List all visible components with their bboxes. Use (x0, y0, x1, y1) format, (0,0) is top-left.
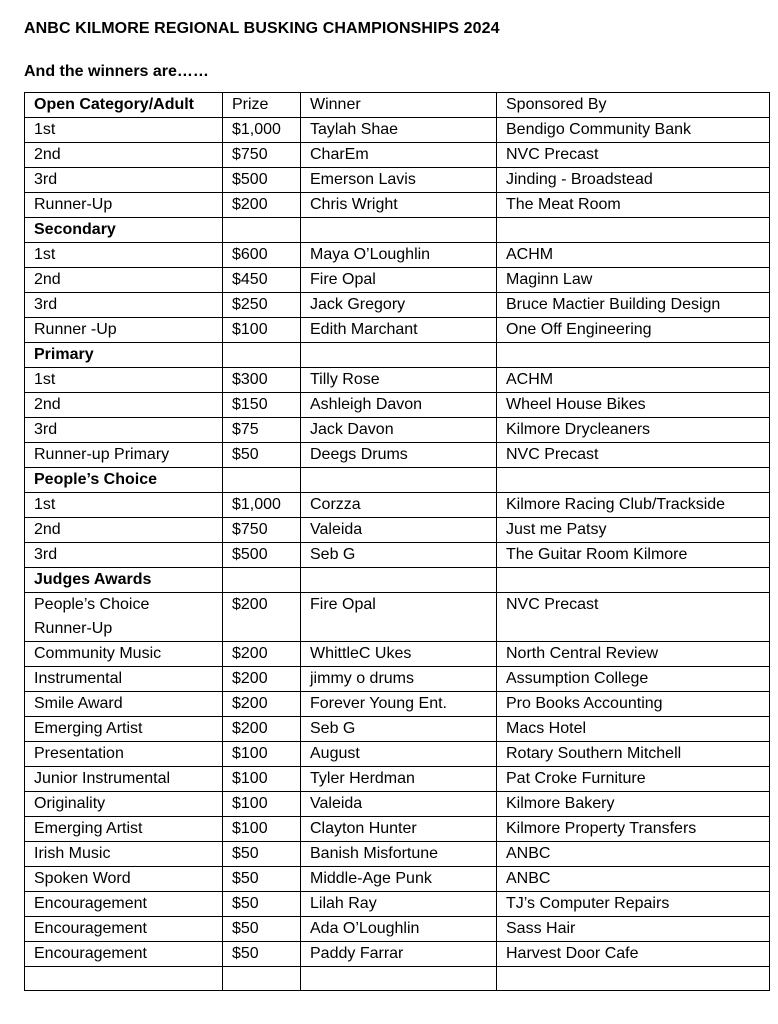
empty-cell (301, 568, 497, 593)
table-row (25, 717, 770, 742)
prize-cell: $150 (223, 393, 301, 418)
table-row (25, 368, 770, 393)
placing-cell: 1st (25, 118, 223, 143)
sponsor-cell: Bendigo Community Bank (497, 118, 770, 143)
winner-cell: Banish Misfortune (301, 842, 497, 867)
prize-cell: $100 (223, 318, 301, 343)
sponsor-cell: NVC Precast (497, 143, 770, 168)
prize-cell: $100 (223, 792, 301, 817)
prize-cell: $200 (223, 193, 301, 218)
sponsor-cell: The Guitar Room Kilmore (497, 543, 770, 568)
winner-cell: Emerson Lavis (301, 168, 497, 193)
sponsor-cell: Assumption College (497, 667, 770, 692)
winner-cell: Valeida (301, 792, 497, 817)
sponsor-cell: Kilmore Racing Club/Trackside (497, 493, 770, 518)
award-cell (25, 593, 223, 642)
winner-cell: Tyler Herdman (301, 767, 497, 792)
winners-table (24, 92, 770, 991)
prize-cell: $75 (223, 418, 301, 443)
sponsor-cell: ACHM (497, 368, 770, 393)
sponsor-cell: One Off Engineering (497, 318, 770, 343)
winner-cell: Forever Young Ent. (301, 692, 497, 717)
empty-cell (497, 343, 770, 368)
header-open-category: Open Category/Adult (25, 93, 223, 118)
header-sponsored-by: Sponsored By (497, 93, 770, 118)
empty-cell (301, 343, 497, 368)
sponsor-cell: Wheel House Bikes (497, 393, 770, 418)
table-row (25, 842, 770, 867)
table-row (25, 443, 770, 468)
section-row-judges-awards (25, 568, 770, 593)
table-row (25, 518, 770, 543)
winner-cell: Seb G (301, 543, 497, 568)
sponsor-cell: Kilmore Property Transfers (497, 817, 770, 842)
prize-cell: $100 (223, 742, 301, 767)
sponsor-cell: Rotary Southern Mitchell (497, 742, 770, 767)
winner-cell: Taylah Shae (301, 118, 497, 143)
table-row (25, 942, 770, 967)
sponsor-cell: Macs Hotel (497, 717, 770, 742)
winner-cell: Jack Davon (301, 418, 497, 443)
section-row-peoples-choice (25, 468, 770, 493)
empty-cell (301, 218, 497, 243)
placing-cell: 3rd (25, 293, 223, 318)
prize-cell: $100 (223, 817, 301, 842)
prize-cell: $500 (223, 168, 301, 193)
table-row (25, 692, 770, 717)
winner-cell: Jack Gregory (301, 293, 497, 318)
placing-cell: Runner -Up (25, 318, 223, 343)
empty-cell (301, 967, 497, 991)
table-row (25, 892, 770, 917)
section-title-primary: Primary (25, 343, 223, 368)
award-cell: Emerging Artist (25, 817, 223, 842)
page-title: ANBC KILMORE REGIONAL BUSKING CHAMPIONSHIPS 2024 (24, 20, 500, 37)
empty-cell (223, 468, 301, 493)
header-prize: Prize (223, 93, 301, 118)
sponsor-cell: North Central Review (497, 642, 770, 667)
prize-cell: $750 (223, 518, 301, 543)
award-cell: Smile Award (25, 692, 223, 717)
winner-cell: Clayton Hunter (301, 817, 497, 842)
prize-cell: $450 (223, 268, 301, 293)
prize-cell: $1,000 (223, 118, 301, 143)
table-row (25, 418, 770, 443)
empty-cell (223, 967, 301, 991)
placing-cell: Runner-up Primary (25, 443, 223, 468)
prize-cell: $300 (223, 368, 301, 393)
sponsor-cell: Maginn Law (497, 268, 770, 293)
winner-cell: Middle-Age Punk (301, 867, 497, 892)
winner-cell: Fire Opal (301, 268, 497, 293)
sponsor-cell: Bruce Mactier Building Design (497, 293, 770, 318)
table-row (25, 917, 770, 942)
award-line-1: People’s Choice (34, 596, 150, 613)
sponsor-cell: ANBC (497, 867, 770, 892)
sponsor-cell: Jinding - Broadstead (497, 168, 770, 193)
award-cell: Presentation (25, 742, 223, 767)
table-row (25, 667, 770, 692)
placing-cell: 3rd (25, 418, 223, 443)
winner-cell: Deegs Drums (301, 443, 497, 468)
prize-cell: $50 (223, 842, 301, 867)
table-row (25, 593, 770, 642)
placing-cell: 1st (25, 368, 223, 393)
table-row (25, 767, 770, 792)
prize-cell: $50 (223, 867, 301, 892)
empty-cell (25, 967, 223, 991)
table-row (25, 193, 770, 218)
winner-cell: WhittleC Ukes (301, 642, 497, 667)
placing-cell: 2nd (25, 143, 223, 168)
table-row (25, 393, 770, 418)
placing-cell: 2nd (25, 268, 223, 293)
sponsor-cell: ANBC (497, 842, 770, 867)
section-title-judges-awards: Judges Awards (25, 568, 223, 593)
award-cell: Irish Music (25, 842, 223, 867)
sponsor-cell: Sass Hair (497, 917, 770, 942)
table-row (25, 867, 770, 892)
section-row-secondary (25, 218, 770, 243)
placing-cell: Runner-Up (25, 193, 223, 218)
table-row (25, 642, 770, 667)
table-row (25, 118, 770, 143)
award-line-2: Runner-Up (34, 620, 113, 637)
empty-cell (301, 468, 497, 493)
sponsor-cell: NVC Precast (497, 443, 770, 468)
prize-cell: $50 (223, 443, 301, 468)
table-row (25, 792, 770, 817)
award-cell: Encouragement (25, 917, 223, 942)
placing-cell: 1st (25, 493, 223, 518)
winner-cell: Valeida (301, 518, 497, 543)
prize-cell: $600 (223, 243, 301, 268)
prize-cell: $100 (223, 767, 301, 792)
prize-cell: $200 (223, 717, 301, 742)
sponsor-cell: Kilmore Drycleaners (497, 418, 770, 443)
placing-cell: 2nd (25, 393, 223, 418)
prize-cell: $200 (223, 667, 301, 692)
table-row (25, 168, 770, 193)
empty-cell (497, 218, 770, 243)
empty-cell (223, 568, 301, 593)
empty-cell (223, 343, 301, 368)
sponsor-cell: Just me Patsy (497, 518, 770, 543)
sponsor-cell: NVC Precast (497, 593, 770, 642)
prize-cell: $50 (223, 892, 301, 917)
sponsor-cell: The Meat Room (497, 193, 770, 218)
table-header-row (25, 93, 770, 118)
winner-cell: Seb G (301, 717, 497, 742)
winner-cell: Ashleigh Davon (301, 393, 497, 418)
empty-cell (497, 468, 770, 493)
winner-cell: August (301, 742, 497, 767)
winner-cell: Corzza (301, 493, 497, 518)
empty-cell (223, 218, 301, 243)
prize-cell: $200 (223, 593, 301, 642)
prize-cell: $750 (223, 143, 301, 168)
award-cell: Spoken Word (25, 867, 223, 892)
table-row (25, 293, 770, 318)
winner-cell: Ada O’Loughlin (301, 917, 497, 942)
placing-cell: 1st (25, 243, 223, 268)
winner-cell: Lilah Ray (301, 892, 497, 917)
winner-cell: Tilly Rose (301, 368, 497, 393)
prize-cell: $500 (223, 543, 301, 568)
award-cell: Instrumental (25, 667, 223, 692)
placing-cell: 3rd (25, 543, 223, 568)
sponsor-cell: Harvest Door Cafe (497, 942, 770, 967)
table-row (25, 817, 770, 842)
award-cell: Junior Instrumental (25, 767, 223, 792)
prize-cell: $200 (223, 692, 301, 717)
empty-cell (497, 967, 770, 991)
award-cell: Community Music (25, 642, 223, 667)
winner-cell: Paddy Farrar (301, 942, 497, 967)
sponsor-cell: Kilmore Bakery (497, 792, 770, 817)
sponsor-cell: Pat Croke Furniture (497, 767, 770, 792)
award-cell: Encouragement (25, 892, 223, 917)
winner-cell: Maya O’Loughlin (301, 243, 497, 268)
sponsor-cell: ACHM (497, 243, 770, 268)
table-row (25, 742, 770, 767)
winner-cell: Chris Wright (301, 193, 497, 218)
winner-cell: Fire Opal (301, 593, 497, 642)
winner-cell: jimmy o drums (301, 667, 497, 692)
sponsor-cell: TJ’s Computer Repairs (497, 892, 770, 917)
prize-cell: $50 (223, 917, 301, 942)
table-row (25, 243, 770, 268)
section-title-secondary: Secondary (25, 218, 223, 243)
award-cell: Emerging Artist (25, 717, 223, 742)
section-title-peoples-choice: People’s Choice (25, 468, 223, 493)
winner-cell: CharEm (301, 143, 497, 168)
placing-cell: 2nd (25, 518, 223, 543)
prize-cell: $50 (223, 942, 301, 967)
prize-cell: $1,000 (223, 493, 301, 518)
table-row (25, 318, 770, 343)
table-row (25, 493, 770, 518)
sponsor-cell: Pro Books Accounting (497, 692, 770, 717)
prize-cell: $200 (223, 642, 301, 667)
empty-cell (497, 568, 770, 593)
header-winner: Winner (301, 93, 497, 118)
table-row (25, 143, 770, 168)
award-cell: Originality (25, 792, 223, 817)
award-cell: Encouragement (25, 942, 223, 967)
page-subtitle: And the winners are…… (24, 63, 209, 80)
section-row-primary (25, 343, 770, 368)
winner-cell: Edith Marchant (301, 318, 497, 343)
placing-cell: 3rd (25, 168, 223, 193)
table-row (25, 543, 770, 568)
empty-table-row (25, 967, 770, 991)
prize-cell: $250 (223, 293, 301, 318)
table-row (25, 268, 770, 293)
